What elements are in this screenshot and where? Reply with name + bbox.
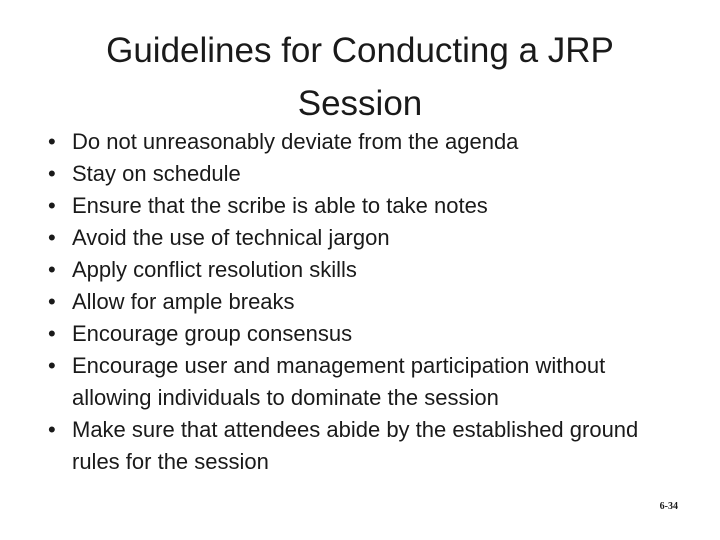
bullet-item: [48, 126, 688, 158]
slide-title: Guidelines for Conducting a JRP Session: [106, 31, 614, 123]
slide-number: 6-34: [659, 501, 678, 512]
bullet-item: [48, 286, 688, 318]
bullet-text: Stay on schedule: [72, 161, 241, 186]
bullet-icon: •: [48, 321, 56, 346]
bullet-icon: •: [48, 353, 56, 378]
bullet-icon: •: [48, 289, 56, 314]
bullet-text: Allow for ample breaks: [72, 289, 295, 314]
bullet-text: Make sure that attendees abide by the established ground rules for the session: [72, 417, 639, 474]
bullet-icon: •: [48, 161, 56, 186]
bullet-item: [48, 414, 688, 478]
bullet-item: [48, 190, 688, 222]
bullet-text: Do not unreasonably deviate from the agenda: [72, 129, 519, 154]
bullet-text: Encourage group consensus: [72, 321, 353, 346]
bullet-text: Avoid the use of technical jargon: [72, 225, 390, 250]
bullet-icon: •: [48, 257, 56, 282]
bullet-item: [48, 254, 688, 286]
bullet-icon: •: [48, 417, 56, 442]
bullet-icon: •: [48, 193, 56, 218]
bullet-item: [48, 158, 688, 190]
bullet-text: Apply conflict resolution skills: [72, 257, 357, 282]
bullet-icon: •: [48, 225, 56, 250]
bullet-item: [48, 222, 688, 254]
bullet-icon: •: [48, 129, 56, 154]
bullet-item: [48, 318, 688, 350]
bullet-text: Encourage user and management participation without allowing individuals to dominate the session: [72, 353, 606, 410]
bullet-text: Ensure that the scribe is able to take notes: [72, 193, 488, 218]
bullet-item: [48, 350, 688, 414]
bullet-list: [48, 126, 688, 478]
